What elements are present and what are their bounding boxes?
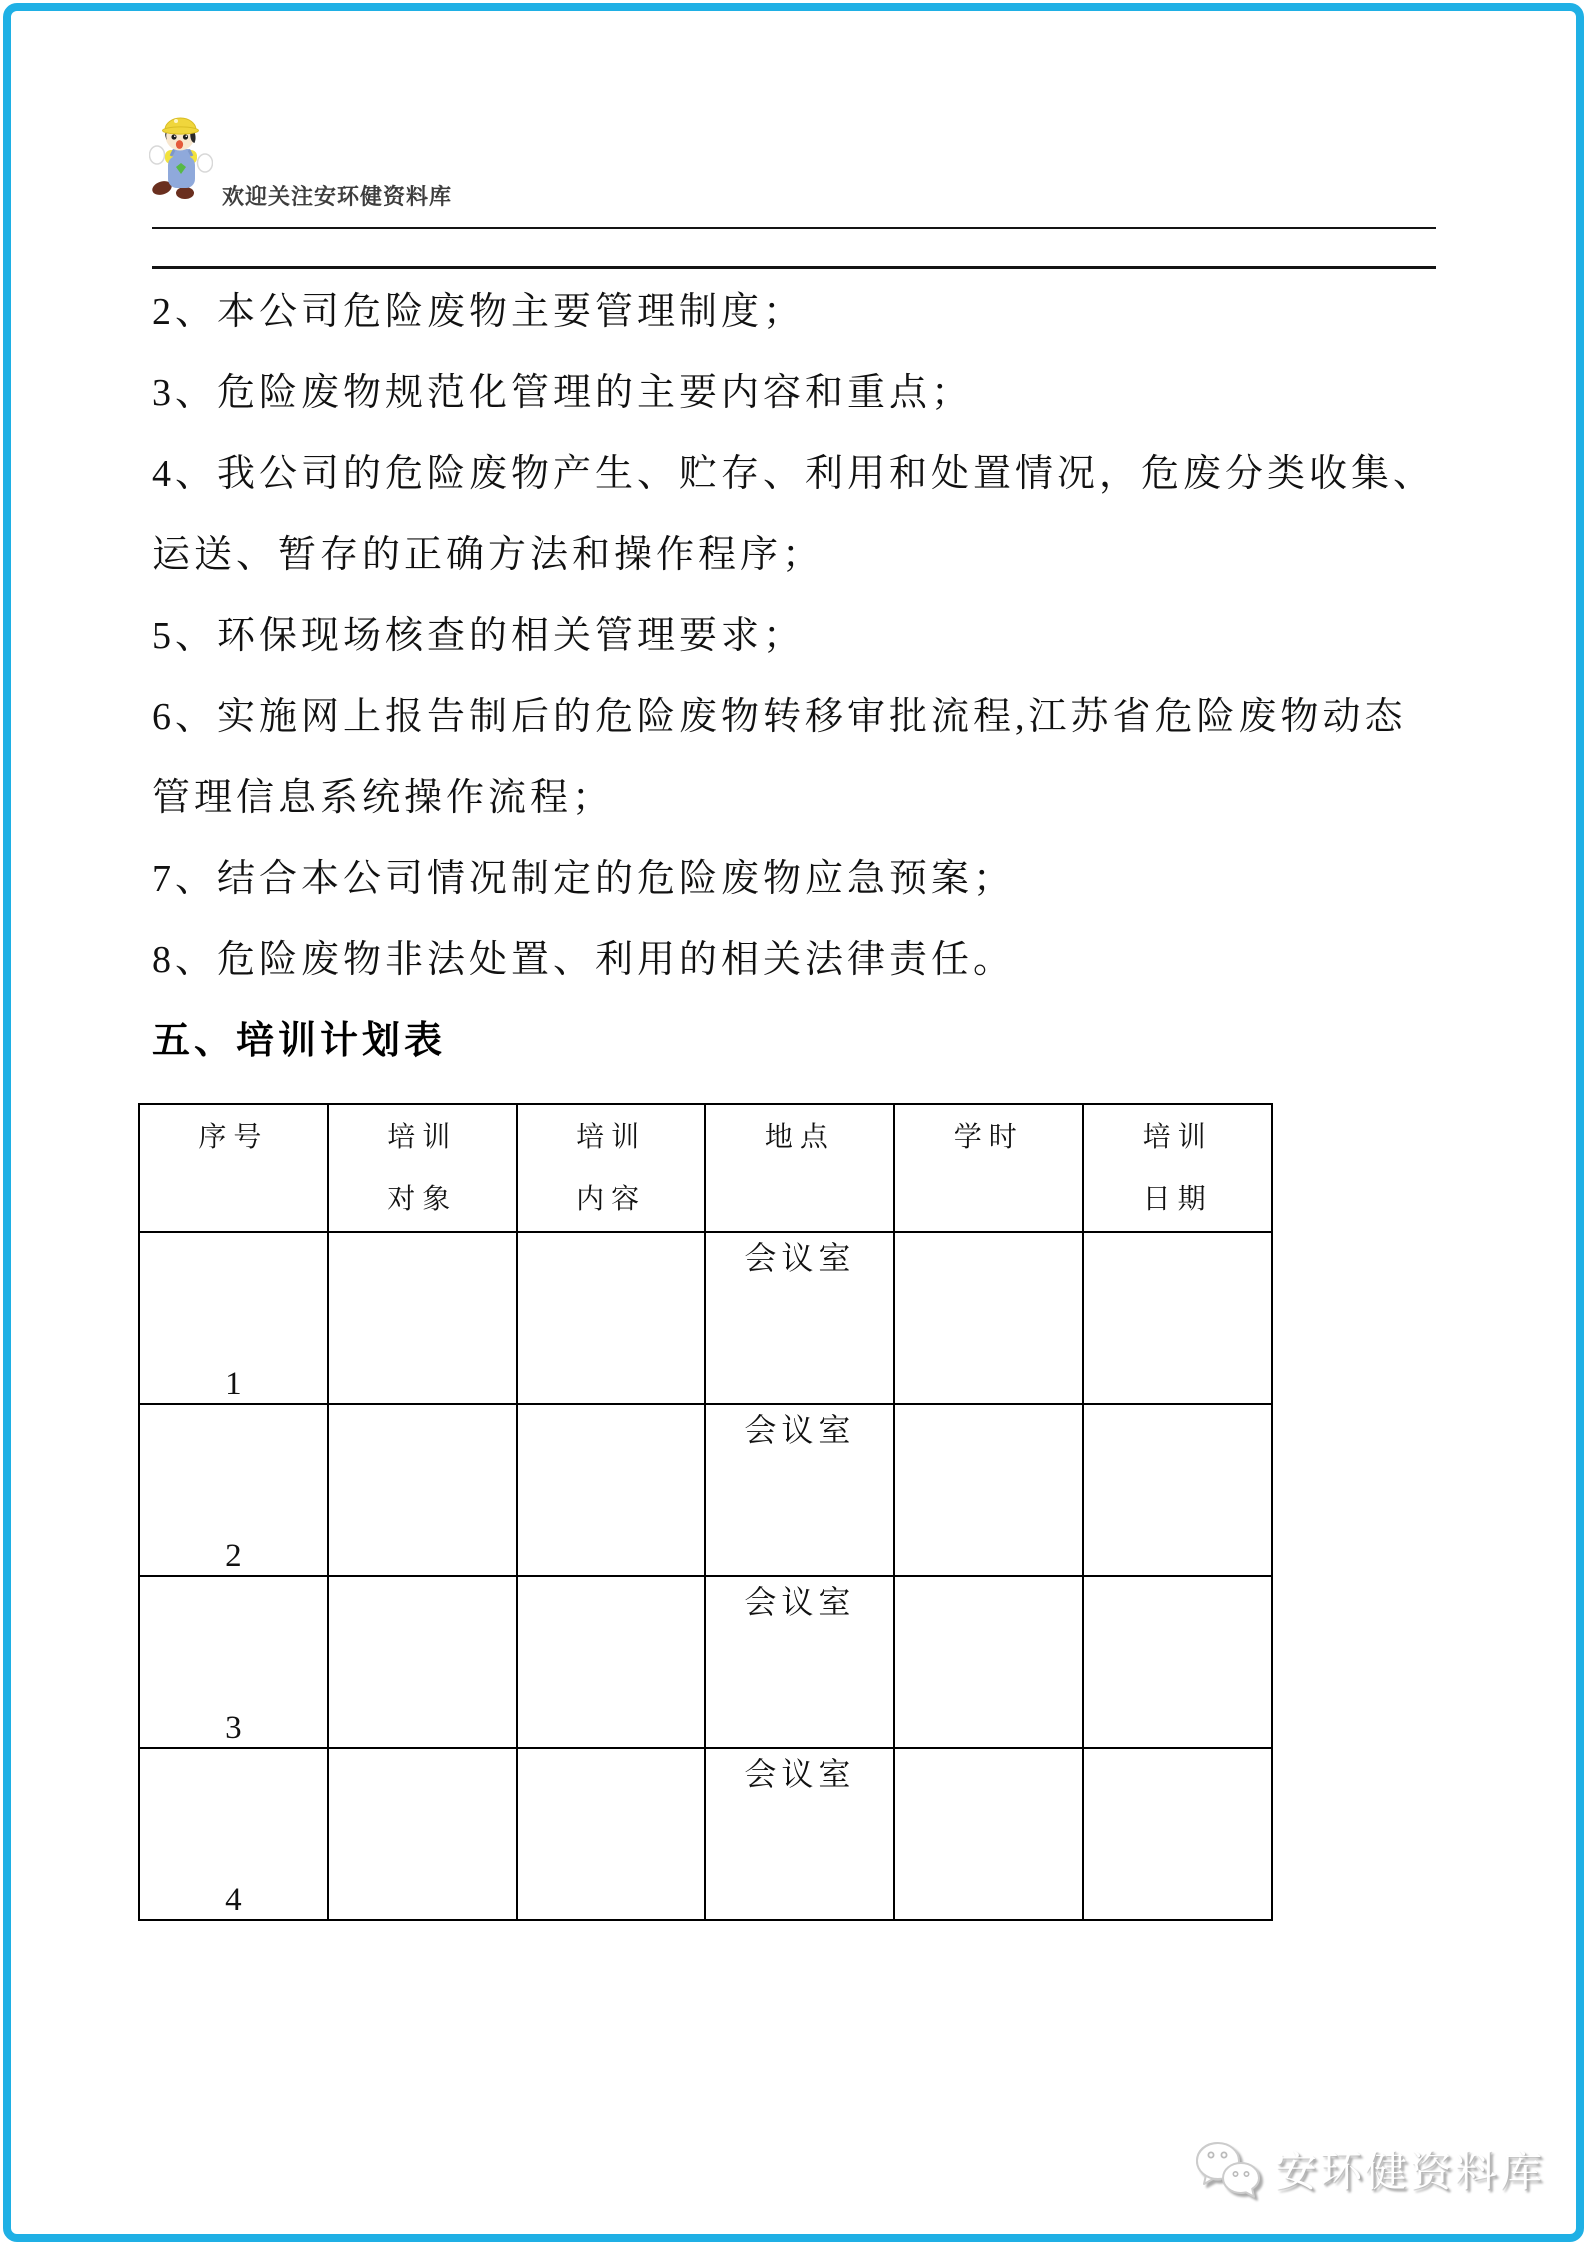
table-row: 3 会议室: [139, 1576, 1272, 1748]
training-plan-table: [138, 1103, 1273, 1921]
header-caption: 欢迎关注安环健资料库: [222, 184, 453, 209]
section-heading: 五、培训计划表: [152, 1020, 447, 1062]
wechat-icon: [1193, 2138, 1263, 2200]
body-line: 3、危险废物规范化管理的主要内容和重点；: [152, 372, 974, 414]
safety-worker-mascot-icon: [149, 112, 213, 200]
body-line: 6、实施网上报告制后的危险废物转移审批流程,江苏省危险废物动态: [152, 696, 1407, 738]
header-rule-thin: [152, 227, 1436, 229]
col-header-date: 培训 日期: [1083, 1104, 1272, 1232]
body-line: 7、结合本公司情况制定的危险废物应急预案；: [152, 858, 1016, 900]
table-header-row: [139, 1104, 1272, 1232]
table-row: 4 会议室: [139, 1748, 1272, 1920]
body-line: 管理信息系统操作流程；: [152, 777, 615, 819]
table-row: 2 会议室: [139, 1404, 1272, 1576]
body-line: 运送、暂存的正确方法和操作程序；: [152, 534, 825, 576]
col-header-hours: 学时: [894, 1104, 1083, 1232]
table-row: 1 会议室: [139, 1232, 1272, 1404]
col-header-location: 地点: [705, 1104, 894, 1232]
col-header-content: 培训 内容: [517, 1104, 706, 1232]
header-rule-thick: [152, 266, 1436, 269]
footer-brand-text: 安环健资料库: [1274, 2148, 1545, 2195]
col-header-no: 序号: [139, 1104, 328, 1232]
body-line: 8、危险废物非法处置、利用的相关法律责任。: [152, 939, 1016, 981]
footer-watermark: [1193, 2138, 1545, 2200]
body-line: 4、我公司的危险废物产生、贮存、利用和处置情况，危废分类收集、: [152, 453, 1436, 495]
body-line: 2、本公司危险废物主要管理制度；: [152, 291, 806, 333]
body-line: 5、环保现场核查的相关管理要求；: [152, 615, 806, 657]
col-header-target: 培训 对象: [328, 1104, 517, 1232]
body-text: [152, 272, 1512, 1082]
